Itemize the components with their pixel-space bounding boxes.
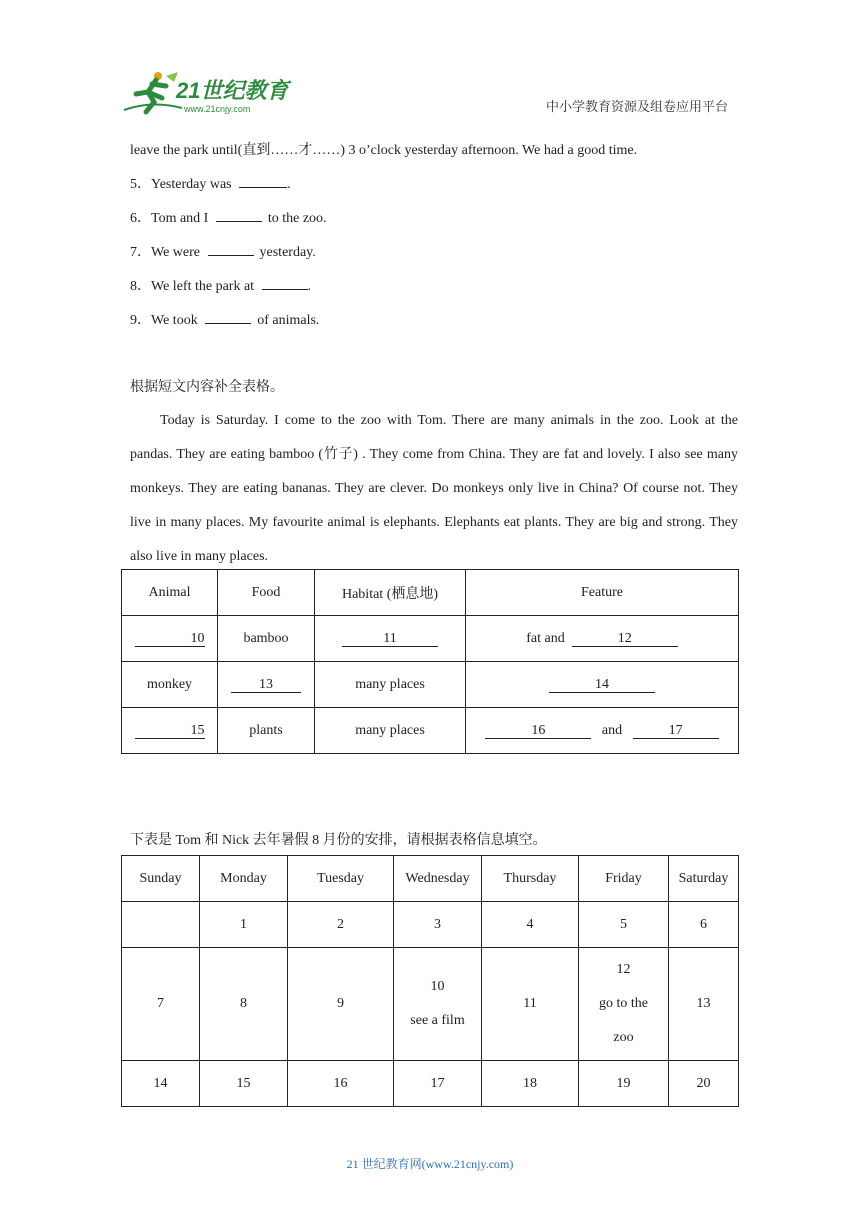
cell-habitat: many places [315, 708, 466, 754]
calendar-week-row [122, 1061, 739, 1107]
event-text: zoo [613, 1030, 634, 1045]
calendar-week-row [122, 948, 739, 1061]
question-text: Yesterday was [151, 177, 232, 192]
date-cell: 5 [579, 902, 669, 948]
date-cell: 4 [482, 902, 579, 948]
day-friday: Friday [579, 856, 669, 902]
date-cell: 3 [394, 902, 482, 948]
event-text: see a film [410, 1013, 465, 1028]
header-food: Food [218, 570, 315, 616]
event-text: go to the [599, 996, 648, 1011]
section2-instruction: 根据短文内容补全表格。 [130, 380, 284, 395]
question-8 [130, 275, 311, 295]
question-text: Tom and I [151, 211, 209, 226]
footer-link[interactable]: 21 世纪教育网(www.21cnjy.com) [346, 1157, 514, 1171]
cell-feature [466, 616, 739, 662]
date-cell: 7 [122, 948, 200, 1061]
calendar-header-row [122, 856, 739, 902]
date-cell: 14 [122, 1061, 200, 1107]
section2-passage: Today is Saturday. I come to the zoo with Tom. There are many animals in the zoo. Look at the pandas. They are eating bamboo (竹子) . They come from China. They are fat and lovely. I also see many monkeys. They are eating bananas. They are clever. Do monkeys only live in China? Of course not. They live in many places. My favourite animal is elephants. Elephants eat plants. They are big and strong. They also live in many places. [130, 413, 738, 564]
cell-feature [466, 662, 739, 708]
date-number: 10 [430, 979, 445, 994]
table-row [122, 616, 739, 662]
blank-11[interactable]: 11 [342, 632, 438, 647]
cell-feature [466, 708, 739, 754]
table-header-row [122, 570, 739, 616]
day-saturday: Saturday [669, 856, 739, 902]
answer-blank[interactable] [262, 288, 308, 290]
blank-17[interactable]: 17 [633, 724, 719, 739]
date-cell: 2 [288, 902, 394, 948]
question-text-after: to the zoo. [267, 211, 327, 226]
date-cell-event [394, 948, 482, 1061]
header-feature: Feature [466, 570, 739, 616]
cell-animal [122, 616, 218, 662]
feature-text: fat and [526, 630, 565, 646]
cell-food: plants [218, 708, 315, 754]
date-cell [122, 902, 200, 948]
date-cell: 16 [288, 1061, 394, 1107]
cell-food: bamboo [218, 616, 315, 662]
blank-15[interactable]: 15 [135, 724, 205, 739]
question-text: We were [151, 245, 201, 260]
runner-logo-icon [122, 70, 292, 116]
date-cell: 18 [482, 1061, 579, 1107]
calendar-week-row [122, 902, 739, 948]
question-number: 5． [130, 177, 151, 192]
question-number: 6． [130, 211, 151, 226]
date-cell: 11 [482, 948, 579, 1061]
date-cell: 1 [200, 902, 288, 948]
date-number: 12 [616, 962, 631, 977]
date-cell: 9 [288, 948, 394, 1061]
day-thursday: Thursday [482, 856, 579, 902]
calendar-table [121, 855, 739, 1107]
question-text-after: . [307, 279, 312, 294]
question-6 [130, 207, 327, 227]
question-number: 9． [130, 313, 151, 328]
date-cell: 20 [669, 1061, 739, 1107]
table-row [122, 708, 739, 754]
table-row [122, 662, 739, 708]
question-text: We took [151, 313, 198, 328]
feature-and-text: and [601, 722, 623, 738]
blank-10[interactable]: 10 [135, 632, 205, 647]
blank-13[interactable]: 13 [231, 678, 301, 693]
animal-table [121, 569, 739, 754]
cell-habitat: many places [315, 662, 466, 708]
question-text-after: yesterday. [259, 245, 316, 260]
header-habitat: Habitat (栖息地) [315, 570, 466, 616]
logo-title: 21世纪教育 [176, 78, 289, 103]
question-text-after: . [287, 177, 291, 192]
blank-14[interactable]: 14 [549, 678, 655, 693]
date-cell-event [579, 948, 669, 1061]
answer-blank[interactable] [216, 220, 262, 222]
date-cell: 15 [200, 1061, 288, 1107]
header-animal: Animal [122, 570, 218, 616]
question-9 [130, 309, 319, 329]
date-cell: 8 [200, 948, 288, 1061]
date-cell: 17 [394, 1061, 482, 1107]
question-5 [130, 173, 291, 193]
section3-instruction: 下表是 Tom 和 Nick 去年暑假 8 月份的安排，请根据表格信息填空。 [130, 833, 547, 848]
question-text: We left the park at [151, 279, 255, 294]
answer-blank[interactable] [205, 322, 251, 324]
header-platform-text: 中小学教育资源及组卷应用平台 [545, 99, 728, 114]
question-7 [130, 241, 316, 261]
question-number: 8． [130, 279, 151, 294]
day-tuesday: Tuesday [288, 856, 394, 902]
day-monday: Monday [200, 856, 288, 902]
date-cell: 6 [669, 902, 739, 948]
cell-habitat [315, 616, 466, 662]
logo-url: www.21cnjy.com [184, 104, 251, 114]
cell-animal: monkey [122, 662, 218, 708]
answer-blank[interactable] [208, 254, 254, 256]
cell-animal [122, 708, 218, 754]
cell-food [218, 662, 315, 708]
answer-blank[interactable] [239, 186, 287, 188]
day-wednesday: Wednesday [394, 856, 482, 902]
day-sunday: Sunday [122, 856, 200, 902]
date-cell: 19 [579, 1061, 669, 1107]
blank-16[interactable]: 16 [485, 724, 591, 739]
question-text-after: of animals. [257, 313, 320, 328]
passage-tail: leave the park until(直到……才……) 3 o’clock yesterday afternoon. We had a good time. [130, 143, 638, 158]
blank-12[interactable]: 12 [572, 632, 678, 647]
question-number: 7． [130, 245, 151, 260]
date-cell: 13 [669, 948, 739, 1061]
logo [122, 70, 292, 116]
